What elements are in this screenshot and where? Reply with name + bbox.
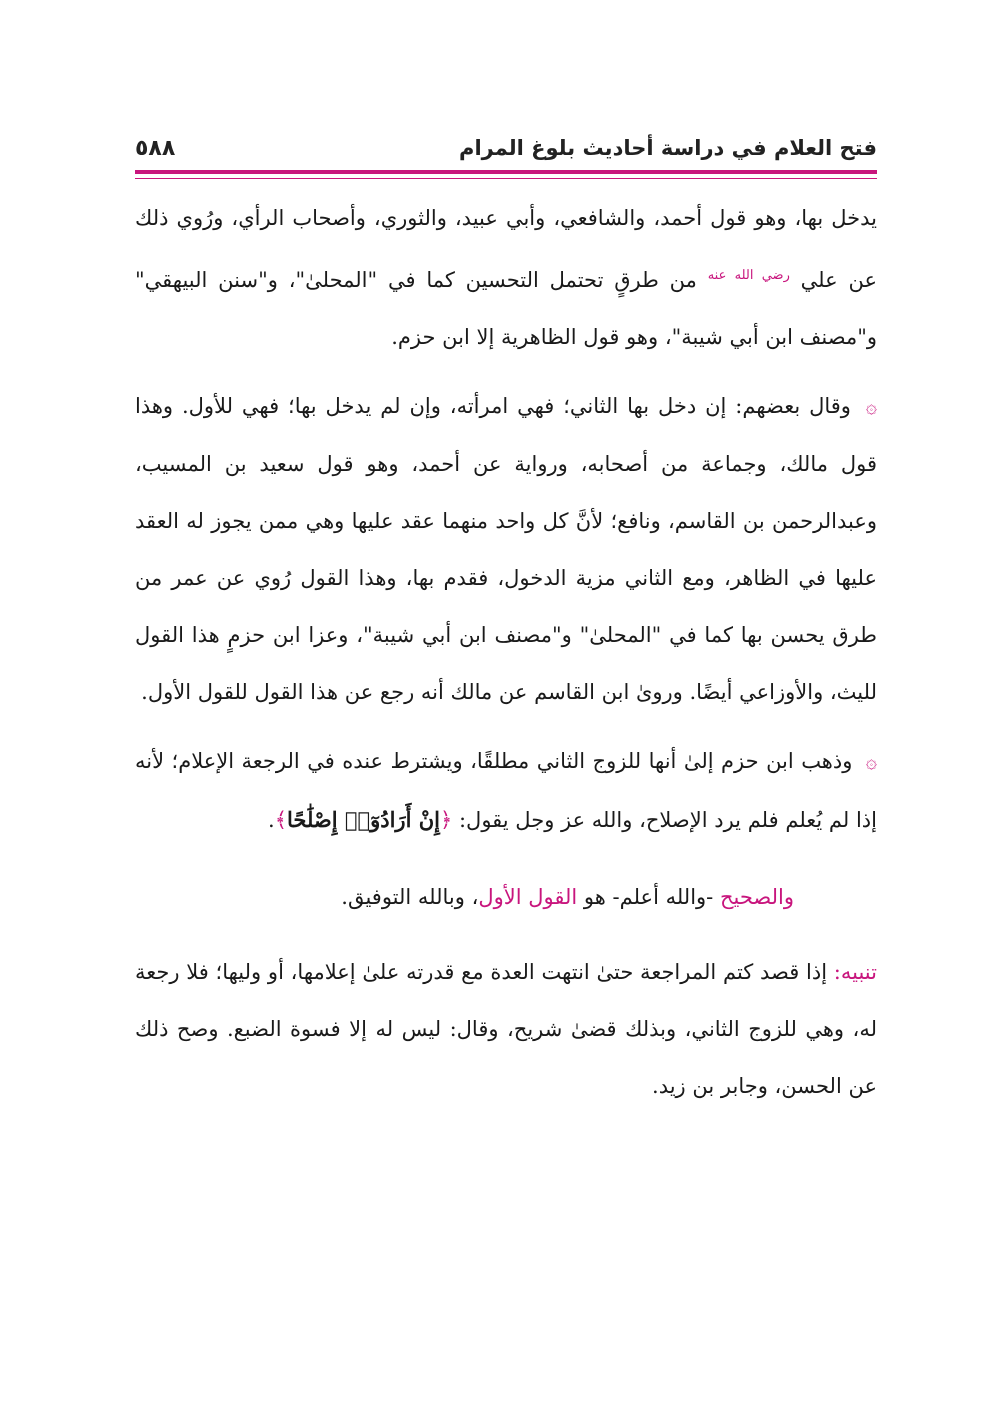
paragraph-2-text: وقال بعضهم: إن دخل بها الثاني؛ فهي امرأته، وإن لم يدخل بها؛ فهي للأول. وهذا قول مالك، وجماعة من أصحابه، ورواية عن أحمد، وهو قول سعيد بن المسيب، وعبدالرحمن بن القاسم، ونافع؛ لأنَّ كل واحد منهما عقد عليها وهي ممن يجوز له العقد عليها في الظاهر، ومع الثاني مزية الدخول، فقدم بها، وهذا القول رُوي عن عمر من طرق يحسن بها كما في "المحلىٰ" و"مصنف ابن أبي شيبة"، وعزا ابن حزمٍ هذا القول لليث، والأوزاعي أيضًا. وروىٰ ابن القاسم عن مالك أنه رجع عن هذا القول للقول الأول.	[135, 394, 877, 704]
paragraph-1-text-a: يدخل بها، وهو قول أحمد، والشافعي، وأبي عبيد، والثوري، وأصحاب الرأي، ورُوي ذلك عن علي	[135, 206, 877, 292]
flower-ornament-icon: ۞	[865, 751, 877, 773]
paragraph-3	[135, 733, 877, 849]
paragraph-3-text: وذهب ابن حزم إلىٰ أنها للزوج الثاني مطلقًا، ويشترط عنده في الرجعة الإعلام؛ لأنه إذا لم يُعلم فلم يرد الإصلاح، والله عز وجل يقول:	[135, 749, 877, 832]
page-number: ٥٨٨	[135, 135, 176, 161]
note-paragraph	[135, 944, 877, 1115]
page-body	[135, 190, 877, 1122]
book-title: فتح العلام في دراسة أحاديث بلوغ المرام	[459, 136, 877, 160]
flower-ornament-icon: ۞	[865, 396, 877, 418]
paragraph-2	[135, 378, 877, 721]
note-text: إذا قصد كتم المراجعة حتىٰ انتهت العدة مع قدرته علىٰ إعلامها، أو وليها؛ فلا رجعة له، وهي للزوج الثاني، وبذلك قضىٰ شريح، وقال: ليس له إلا فسوة الضبع. وصح ذلك عن الحسن، وجابر بن زيد.	[135, 960, 877, 1098]
header-rule-thick	[135, 170, 877, 174]
quran-verse: إِنْ أَرَادُوٓا۟ إِصْلَٰحًا	[287, 807, 440, 832]
header-rule-thin	[135, 178, 877, 179]
quran-bracket-open: ﴿	[439, 808, 453, 832]
paragraph-3-end: .	[268, 808, 275, 832]
note-label: تنبيه:	[833, 960, 877, 984]
conclusion-text-b: ، وبالله التوفيق.	[341, 885, 479, 909]
paragraph-1	[135, 190, 877, 366]
quran-bracket-close: ﴾	[274, 808, 288, 832]
conclusion-highlight: القول الأول	[478, 885, 578, 909]
conclusion-keyword: والصحيح	[719, 885, 794, 909]
conclusion-text-a: -والله أعلم- هو	[583, 885, 714, 909]
paragraph-1-text-b: من طرقٍ تحتمل التحسين كما في "المحلىٰ"، و"سنن البيهقي" و"مصنف ابن أبي شيبة"، وهو قول الظاهرية إلا ابن حزم.	[135, 268, 877, 349]
honorific-glyph: رضي الله عنه	[707, 268, 790, 283]
page-header	[135, 130, 877, 166]
conclusion-line	[135, 869, 877, 926]
